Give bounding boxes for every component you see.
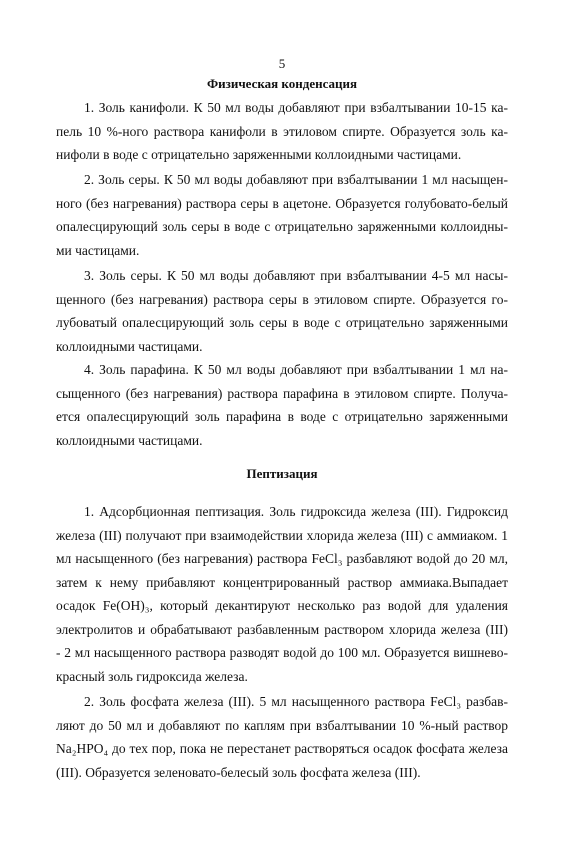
- paragraph-line: красный золь гидроксида железа.: [56, 668, 248, 684]
- paragraph-line: железа (III) получают при взаимодействии хлорида железа (III) с аммиаком. 1: [56, 527, 508, 543]
- paragraph-line: 1. Адсорбционная пептизация. Золь гидроксида железа (III). Гидроксид: [84, 504, 508, 519]
- paragraph-line: затем к нему прибавляют концентрированный раствор аммиака.Выпадает: [56, 574, 508, 590]
- paragraph-line: Na₂HPO₄ до тех пор, пока не перестанет растворяться осадок фосфата железа: [56, 741, 508, 756]
- section-heading-peptization: Пептизация: [246, 466, 318, 481]
- paragraph-line: коллоидными частицами.: [56, 432, 203, 448]
- paragraph-line: нифоли в воде с отрицательно заряженными коллоидными частицами.: [56, 147, 462, 162]
- paragraph-sulfur-sol-acetone: [56, 168, 508, 262]
- paragraph-sulfur-sol-ethanol: [56, 264, 508, 358]
- paragraph-line: 2. Золь серы. К 50 мл воды добавляют при взбалтывании 1 мл насыщен-: [84, 172, 508, 187]
- paragraph-line: лубоватый опалесцирующий золь серы в воде с отрицательно заряженными: [56, 315, 508, 330]
- paragraph-rosin-sol: [56, 96, 508, 167]
- paragraph-line: сыщенного (без нагревания) раствора парафина в этиловом спирте. Получа-: [56, 385, 508, 401]
- paragraph-line: щенного (без нагревания) раствора серы в этиловом спирте. Образуется го-: [56, 291, 508, 307]
- paragraph-line: опалесцирующий золь серы в воде с отрицательно заряженными коллоидны-: [56, 219, 508, 234]
- paragraph-iron-hydroxide-sol: [56, 500, 508, 688]
- paragraph-line: коллоидными частицами.: [56, 338, 203, 354]
- paragraph-iron-phosphate-sol: [56, 690, 508, 784]
- paragraph-line: 2. Золь фосфата железа (III). 5 мл насыщенного раствора FeCl₃ разбав-: [84, 694, 508, 709]
- paragraph-line: 4. Золь парафина. К 50 мл воды добавляют при взбалтывании 1 мл на-: [84, 362, 508, 377]
- paragraph-line: пель 10 %-ного раствора канифоли в этиловом спирте. Образуется золь ка-: [56, 123, 508, 139]
- paragraph-line: (III). Образуется зеленовато-белесый золь фосфата железа (III).: [56, 764, 421, 780]
- paragraph-line: осадок Fe(OH)₃, который декантируют несколько раз водой для удаления: [56, 598, 508, 613]
- paragraph-line: - 2 мл насыщенного раствора разводят водой до 100 мл. Образуется вишнево-: [56, 645, 508, 660]
- paragraph-line: мл насыщенного (без нагревания) раствора FeCl₃ разбавляют водой до 20 мл,: [56, 551, 508, 566]
- section-heading-physical-condensation: Физическая конденсация: [206, 76, 358, 91]
- paragraph-line: ляют до 50 мл и добавляют по каплям при взбалтывании 10 %-ный раствор: [56, 717, 508, 733]
- paragraph-line: электролитов и обрабатывают разбавленным раствором хлорида железа (III): [56, 621, 508, 637]
- paragraph-line: ми частицами.: [56, 242, 140, 258]
- page-number: 5: [278, 56, 286, 71]
- paragraph-paraffin-sol: [56, 358, 508, 452]
- paragraph-line: 3. Золь серы. К 50 мл воды добавляют при взбалтывании 4-5 мл насы-: [84, 268, 508, 283]
- paragraph-line: ется опалесцирующий золь парафина в воде с отрицательно заряженными: [56, 409, 508, 424]
- paragraph-line: 1. Золь канифоли. К 50 мл воды добавляют при взбалтывании 10-15 ка-: [84, 100, 508, 115]
- paragraph-line: ного (без нагревания) раствора серы в ацетоне. Образуется голубовато-белый: [56, 195, 508, 211]
